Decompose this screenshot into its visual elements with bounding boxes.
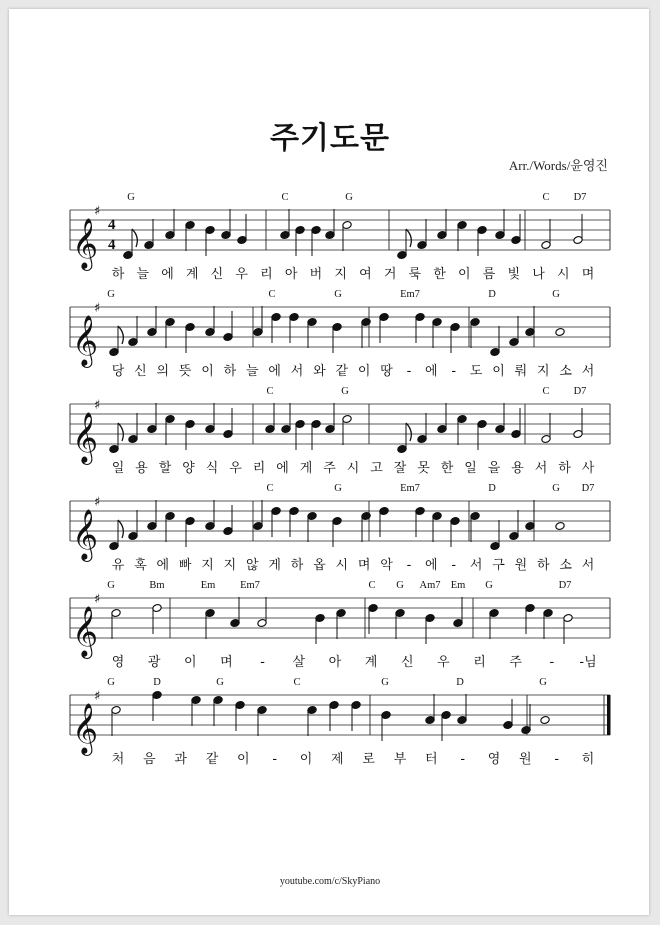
lyric-syllable: 신: [400, 655, 414, 670]
lyric-syllable: 계: [185, 267, 199, 282]
lyric-syllable: 양: [182, 461, 195, 476]
note-flag: [406, 229, 411, 247]
treble-clef-icon: 𝄞: [72, 412, 99, 463]
lyric-syllable: 에: [276, 461, 289, 476]
note-head: [555, 327, 565, 336]
lyric-syllable: 같: [205, 752, 219, 767]
chord-symbol-em7: Em7: [240, 580, 260, 591]
lyric-syllable: 리: [473, 655, 486, 670]
note-flag: [132, 229, 137, 247]
lyric-syllable: 지: [536, 364, 550, 379]
lyric-syllable: 터: [425, 752, 438, 767]
key-signature-sharp-icon: ♯: [94, 204, 101, 219]
chord-symbol-g: G: [107, 580, 115, 591]
lyric-syllable: 용: [135, 461, 148, 476]
lyric-syllable: 룩: [408, 267, 422, 282]
key-signature-sharp-icon: ♯: [94, 495, 101, 510]
lyric-syllable: 한: [433, 267, 446, 282]
lyric-syllable: 리: [260, 267, 273, 282]
lyric-syllable: -: [406, 364, 412, 379]
lyric-syllable: 늘: [246, 364, 259, 379]
lyric-syllable: 할: [158, 461, 172, 476]
lyric-syllable: 버: [309, 267, 323, 282]
chord-symbol-em: Em: [200, 580, 216, 591]
lyric-syllable: 서: [290, 364, 304, 379]
footer-url: youtube.com/c/SkyPiano: [279, 876, 381, 887]
chord-symbol-g: G: [341, 386, 349, 397]
chord-symbol-am7: Am7: [419, 580, 441, 591]
treble-clef-icon: 𝄞: [72, 218, 99, 269]
lyric-syllable: 지: [334, 267, 347, 282]
lyric-syllable: 에: [161, 267, 174, 282]
lyric-syllable: 을: [487, 461, 501, 476]
lyric-syllable: -: [460, 752, 466, 767]
lyric-syllable: 뤄: [514, 364, 528, 379]
chord-symbol-em: Em: [450, 580, 466, 591]
lyric-syllable: 서: [534, 461, 548, 476]
chord-symbol-g: G: [552, 483, 560, 494]
lyric-syllable: 서: [581, 558, 595, 573]
lyric-syllable: 영: [487, 752, 501, 767]
lyric-syllable: 음: [143, 752, 156, 767]
chord-symbol-c: C: [542, 192, 550, 203]
lyric-syllable: -: [260, 655, 265, 670]
lyric-syllable: 하: [111, 267, 125, 282]
lyric-syllable: 하: [536, 558, 550, 573]
lyric-syllable: 이: [492, 364, 505, 379]
lyric-syllable: 땅: [380, 364, 393, 379]
chord-symbol-d: D: [488, 483, 496, 494]
lyric-syllable: 시: [556, 267, 570, 282]
lyric-syllable: 로: [362, 752, 375, 767]
lyric-syllable: -: [406, 558, 412, 573]
lyric-syllable: 신: [210, 267, 224, 282]
lyric-syllable: 식: [205, 461, 219, 476]
lyric-syllable: 며: [357, 558, 371, 573]
lyric-syllable: -: [549, 655, 555, 670]
lyric-syllable: 소: [559, 558, 572, 573]
lyric-syllable: 사: [581, 461, 595, 476]
lyric-syllable: 이: [458, 267, 471, 282]
chord-symbol-g: G: [345, 192, 353, 203]
treble-clef-icon: 𝄞: [72, 703, 99, 754]
key-signature-sharp-icon: ♯: [94, 689, 101, 704]
arranger-credit: Arr./Words/윤영진: [508, 158, 608, 173]
chord-symbol-c: C: [542, 386, 550, 397]
treble-clef-icon: 𝄞: [72, 315, 99, 366]
lyric-syllable: 빛: [507, 267, 521, 282]
lyric-syllable: 이: [357, 364, 371, 379]
final-barline: [607, 695, 611, 735]
lyric-syllable: 용: [511, 461, 524, 476]
lyric-syllable: 이: [237, 752, 250, 767]
key-signature-sharp-icon: ♯: [94, 592, 101, 607]
chord-symbol-g: G: [381, 677, 389, 688]
lyric-syllable: 와: [313, 364, 326, 379]
chord-symbol-bm: Bm: [149, 580, 165, 591]
lyric-syllable: 하: [290, 558, 304, 573]
lyric-syllable: -: [272, 752, 278, 767]
lyric-syllable: 서: [581, 364, 595, 379]
lyric-syllable: 아: [284, 267, 298, 282]
chord-symbol-g: G: [396, 580, 404, 591]
lyric-syllable: 여: [359, 267, 372, 282]
chord-symbol-g: G: [552, 289, 560, 300]
staff-system-1: [70, 192, 610, 282]
staff-system-3: [70, 386, 610, 476]
lyric-syllable: 한: [440, 461, 454, 476]
lyric-syllable: 잘: [393, 461, 407, 476]
chord-symbol-d7: D7: [558, 580, 572, 591]
lyric-syllable: 에: [425, 558, 438, 573]
chord-symbol-c: C: [268, 289, 276, 300]
lyric-syllable: 게: [268, 558, 281, 573]
time-signature-top: 4: [108, 217, 116, 233]
chord-symbol-g: G: [107, 289, 115, 300]
lyric-syllable: 뜻: [178, 364, 192, 379]
key-signature-sharp-icon: ♯: [94, 398, 101, 413]
lyric-syllable: 제: [331, 752, 344, 767]
staff-system-5: [70, 580, 610, 670]
lyric-syllable: 거: [383, 267, 397, 282]
lyric-syllable: 의: [156, 364, 170, 379]
lyric-syllable: -: [451, 364, 457, 379]
song-title: 주기도문: [270, 121, 390, 156]
lyric-syllable: 시: [346, 461, 360, 476]
chord-symbol-d7: D7: [573, 386, 587, 397]
lyric-syllable: 서: [469, 558, 483, 573]
treble-clef-icon: 𝄞: [72, 509, 99, 560]
chord-symbol-g: G: [107, 677, 115, 688]
lyric-syllable: 당: [111, 364, 125, 379]
lyric-syllable: 일: [464, 461, 477, 476]
lyric-syllable: 이: [299, 752, 313, 767]
lyric-syllable: 지: [223, 558, 237, 573]
lyric-syllable: 신: [134, 364, 147, 379]
lyric-syllable: 히: [581, 752, 595, 767]
chord-symbol-c: C: [266, 386, 274, 397]
note-head: [555, 521, 565, 530]
note-flag: [118, 423, 123, 441]
lyric-syllable: 주: [323, 461, 336, 476]
chord-symbol-c: C: [266, 483, 274, 494]
lyric-syllable: 원: [519, 752, 532, 767]
lyric-syllable: -: [451, 558, 457, 573]
chord-symbol-em7: Em7: [400, 289, 420, 300]
lyric-syllable: 시: [335, 558, 349, 573]
lyric-syllable: 우: [229, 461, 242, 476]
lyric-syllable: 과: [174, 752, 187, 767]
time-signature-bottom: 4: [108, 237, 116, 253]
chord-symbol-g: G: [334, 483, 342, 494]
chord-symbol-g: G: [539, 677, 547, 688]
key-signature-sharp-icon: ♯: [94, 301, 101, 316]
lyric-syllable: 하: [558, 461, 571, 476]
lyric-syllable: 옵: [313, 558, 326, 573]
lyric-syllable: 우: [437, 655, 450, 670]
lyric-syllable: 광: [147, 655, 161, 670]
lyric-syllable: 에: [268, 364, 281, 379]
lyric-syllable: 에: [425, 364, 438, 379]
chord-symbol-c: C: [293, 677, 301, 688]
lyric-syllable: 도: [469, 364, 483, 379]
lyric-syllable: 게: [299, 461, 313, 476]
lyric-syllable: 이: [184, 655, 197, 670]
lyric-syllable: -: [554, 752, 560, 767]
lyric-syllable: 빠: [178, 558, 192, 573]
note-flag: [118, 326, 123, 344]
lyric-syllable: 원: [514, 558, 528, 573]
lyric-syllable: 소: [559, 364, 572, 379]
lyric-syllable: 일: [111, 461, 125, 476]
chord-symbol-g: G: [216, 677, 224, 688]
lyric-syllable: 름: [482, 267, 496, 282]
lyric-syllable: 못: [417, 461, 430, 476]
lyric-syllable: 우: [235, 267, 248, 282]
chord-symbol-g: G: [127, 192, 135, 203]
lyric-syllable: 이: [201, 364, 214, 379]
lyric-syllable: 에: [156, 558, 170, 573]
lyric-syllable: 리: [252, 461, 266, 476]
chord-symbol-c: C: [281, 192, 289, 203]
note-flag: [118, 520, 123, 538]
lyric-syllable: 않: [246, 558, 259, 573]
lyric-syllable: 살: [292, 655, 306, 670]
lyric-syllable: 처: [111, 752, 125, 767]
lyric-syllable: 며: [581, 267, 595, 282]
lyric-syllable: 주: [509, 655, 522, 670]
lyric-syllable: -님: [579, 655, 597, 670]
lyric-syllable: 혹: [134, 558, 147, 573]
staff-system-2: [70, 289, 610, 379]
chord-symbol-c: C: [368, 580, 376, 591]
chord-symbol-g: G: [485, 580, 493, 591]
lyric-syllable: 나: [532, 267, 545, 282]
lyric-syllable: 구: [492, 558, 505, 573]
lyric-syllable: 지: [201, 558, 214, 573]
chord-symbol-d: D: [153, 677, 161, 688]
chord-symbol-d: D: [456, 677, 464, 688]
lyric-syllable: 영: [111, 655, 125, 670]
lyric-syllable: 며: [220, 655, 233, 670]
lyric-syllable: 늘: [136, 267, 150, 282]
staff-system-4: [70, 483, 610, 573]
lyric-syllable: 유: [111, 558, 125, 573]
chord-symbol-em7: Em7: [400, 483, 420, 494]
staff-system-6: [70, 677, 611, 767]
lyric-syllable: 부: [393, 752, 407, 767]
lyric-syllable: 고: [370, 461, 383, 476]
note-flag: [406, 423, 411, 441]
lyric-syllable: 계: [364, 655, 378, 670]
treble-clef-icon: 𝄞: [72, 606, 99, 657]
lyric-syllable: 하: [223, 364, 237, 379]
chord-symbol-g: G: [334, 289, 342, 300]
lyric-syllable: 악: [380, 558, 393, 573]
chord-symbol-d: D: [488, 289, 496, 300]
lyric-syllable: 아: [328, 655, 342, 670]
lyric-syllable: 같: [335, 364, 349, 379]
note-head: [540, 715, 550, 724]
chord-symbol-d7: D7: [573, 192, 587, 203]
chord-symbol-d7: D7: [581, 483, 595, 494]
